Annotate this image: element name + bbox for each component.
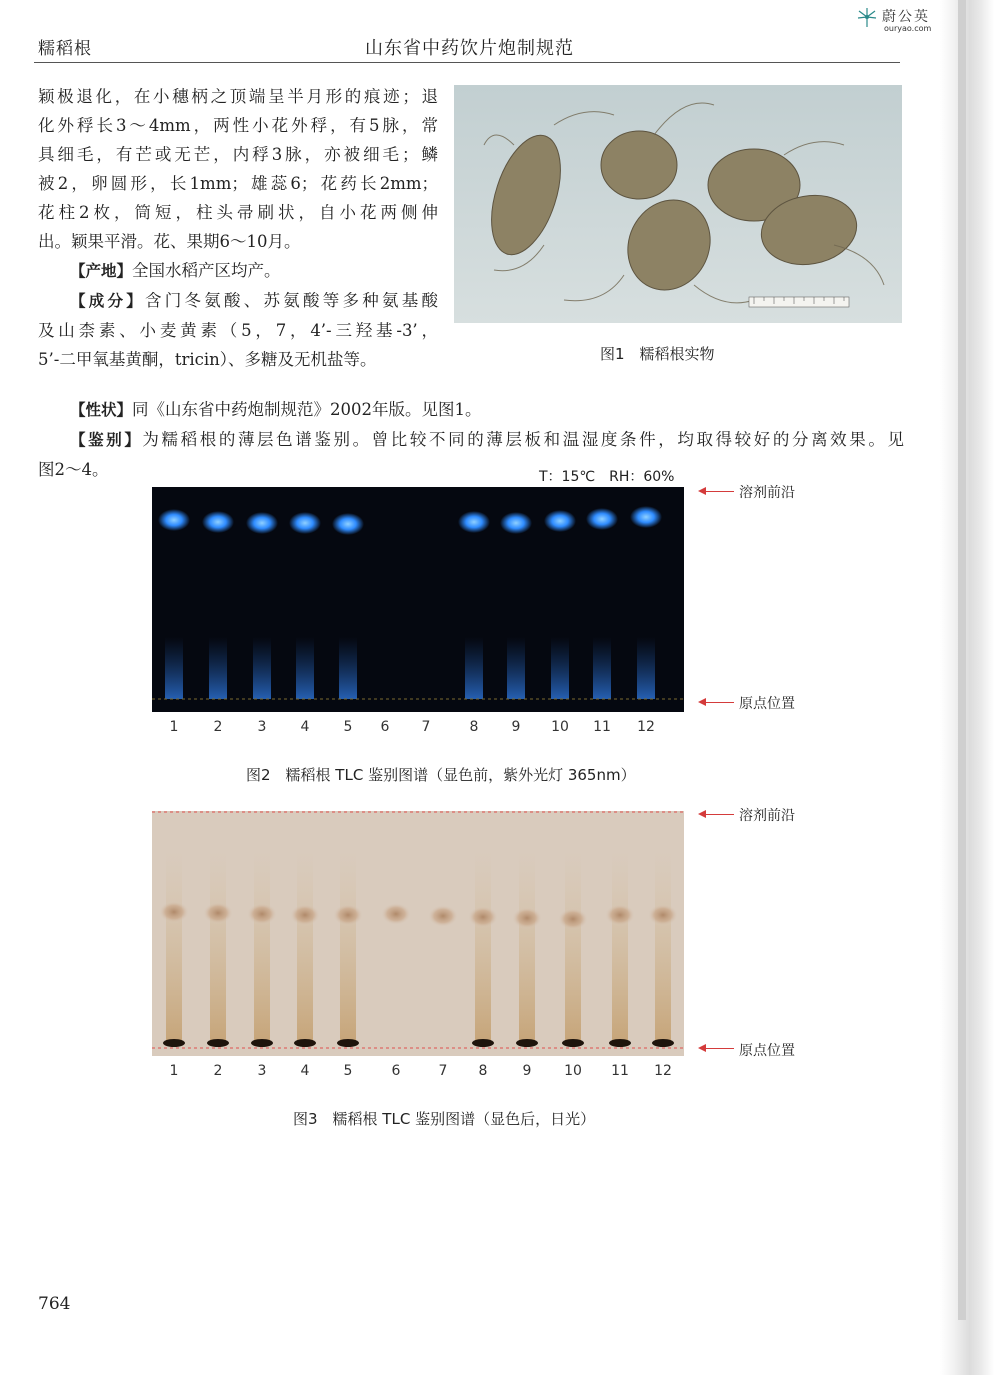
tlc-streak	[612, 851, 628, 1044]
figure3-caption: 图3 糯稻根 TLC 鉴别图谱（显色后，日光）	[293, 1110, 596, 1128]
tlc-streak	[475, 851, 491, 1044]
tlc-spot	[468, 906, 498, 928]
text-line: 图2～4。	[38, 460, 109, 479]
description-column	[38, 82, 438, 374]
lane-number: 3	[257, 1063, 267, 1079]
tlc-spot	[458, 511, 490, 533]
tlc-spot	[202, 511, 234, 533]
lane-number: 2	[213, 1063, 223, 1079]
tlc-uv-spots	[152, 487, 684, 712]
tlc-origin-spot	[207, 1039, 229, 1047]
solvent-front-arrow	[704, 491, 734, 492]
origin-label: 原点位置	[739, 696, 795, 712]
lane-number: 11	[611, 1063, 629, 1079]
lane-number: 12	[637, 719, 655, 735]
lane-number: 9	[522, 1063, 532, 1079]
tlc-spot	[428, 905, 458, 927]
lane-number: 1	[169, 1063, 179, 1079]
tlc-spot	[290, 904, 320, 926]
tlc-origin-spot	[163, 1039, 185, 1047]
text-line: 5’-二甲氧基黄酮，tricin）、多糖及无机盐等。	[38, 350, 377, 369]
tlc-streak	[340, 851, 356, 1044]
scale-ruler	[749, 297, 849, 307]
solvent-front-label: 溶剂前沿	[739, 808, 795, 824]
tlc-plate-uv	[152, 487, 684, 712]
lane-number: 3	[257, 719, 267, 735]
lane-number: 10	[551, 719, 569, 735]
tlc-streak	[210, 851, 226, 1044]
running-header-center: 山东省中药饮片炮制规范	[365, 38, 574, 59]
tlc-spot	[333, 904, 363, 926]
text-line: 及山柰素、小麦黄素（5，7，4’-三羟基-3’，	[38, 321, 438, 340]
tlc-conditions: T：15℃ RH：60%	[539, 469, 675, 485]
origin-label: 原点位置	[739, 1043, 795, 1059]
tlc-spot	[512, 907, 542, 929]
tlc-spot	[203, 902, 233, 924]
origin-section	[38, 256, 438, 286]
tlc-origin-streak	[551, 637, 569, 699]
figure1-caption: 图1 糯稻根实物	[600, 345, 715, 363]
tlc-streak	[297, 851, 313, 1044]
tlc-spot	[544, 510, 576, 532]
logo-url: ouryao.com	[884, 24, 932, 33]
full-width-text	[38, 395, 904, 484]
tlc-plate-daylight	[152, 811, 684, 1056]
origin-arrow	[704, 702, 734, 703]
character-section	[38, 395, 904, 425]
lane-number: 6	[391, 1063, 401, 1079]
composition-text: 含门冬氨酸、苏氨酸等多种氨基酸	[145, 291, 438, 310]
lane-number: 7	[438, 1063, 448, 1079]
site-logo	[856, 6, 942, 36]
composition-section	[38, 286, 438, 316]
lane-number: 5	[343, 1063, 353, 1079]
tlc-origin-spot	[652, 1039, 674, 1047]
text-line: 化外稃长3～4mm，两性小花外稃，有5脉，常	[38, 116, 438, 135]
tlc-spot	[648, 904, 678, 926]
tlc-spot	[500, 512, 532, 534]
identification-section	[38, 425, 904, 455]
text-line: 花柱2枚，筒短，柱头帚刷状，自小花两侧伸	[38, 203, 438, 222]
tlc-streak	[655, 851, 671, 1044]
tlc-origin-streak	[507, 637, 525, 699]
header-rule	[34, 62, 900, 63]
tlc-daylight-spots	[152, 811, 684, 1056]
lane-number: 5	[343, 719, 353, 735]
dandelion-icon	[856, 6, 878, 28]
tlc-spot	[558, 908, 588, 930]
tlc-origin-streak	[637, 637, 655, 699]
logo-text: 蔚公英	[882, 9, 930, 25]
tlc-streak	[565, 851, 581, 1044]
lane-number: 4	[300, 719, 310, 735]
tlc-origin-spot	[516, 1039, 538, 1047]
tlc-origin-streak	[339, 637, 357, 699]
lane-number: 1	[169, 719, 179, 735]
tlc-origin-spot	[337, 1039, 359, 1047]
tlc-spot	[159, 901, 189, 923]
page-edge-shadow	[940, 0, 994, 1375]
lane-number: 6	[380, 719, 390, 735]
tlc-streak	[519, 851, 535, 1044]
tlc-spot	[158, 509, 190, 531]
text-line: 颖极退化，在小穗柄之顶端呈半月形的痕迹；退	[38, 87, 438, 106]
tlc-spot	[586, 508, 618, 530]
text-line: 具细毛，有芒或无芒，内稃3脉，亦被细毛；鳞	[38, 145, 438, 164]
solvent-front-label: 溶剂前沿	[739, 485, 795, 501]
tlc-spot	[246, 512, 278, 534]
lane-number: 11	[593, 719, 611, 735]
identification-text: 为糯稻根的薄层色谱鉴别。曾比较不同的薄层板和温湿度条件，均取得较好的分离效果。见	[142, 430, 904, 449]
tlc-origin-streak	[209, 637, 227, 699]
lane-number: 9	[511, 719, 521, 735]
running-header-left: 糯稻根	[38, 39, 92, 59]
section-tag: 【成分】	[70, 292, 145, 310]
character-text: 同《山东省中药炮制规范》2002年版。见图1。	[132, 400, 482, 419]
page-edge-shadow-inner	[958, 0, 966, 1320]
tlc-origin-spot	[609, 1039, 631, 1047]
lane-number: 12	[654, 1063, 672, 1079]
tlc-origin-spot	[472, 1039, 494, 1047]
section-tag: 【鉴别】	[70, 431, 143, 449]
origin-arrow	[704, 1048, 734, 1049]
tlc-origin-streak	[165, 637, 183, 699]
lane-number: 8	[478, 1063, 488, 1079]
tlc-origin-streak	[253, 637, 271, 699]
lane-number: 4	[300, 1063, 310, 1079]
tlc-streak	[166, 851, 182, 1044]
figure2-caption: 图2 糯稻根 TLC 鉴别图谱（显色前，紫外光灯 365nm）	[246, 766, 636, 784]
text-line: 出。颖果平滑。花、果期6～10月。	[38, 232, 301, 251]
tlc-origin-streak	[465, 637, 483, 699]
section-tag: 【产地】	[70, 262, 133, 280]
lane-number: 2	[213, 719, 223, 735]
root-bundles-image	[454, 85, 902, 323]
solvent-front-arrow	[704, 814, 734, 815]
text-line: 被2，卵圆形，长1mm；雄蕊6；花药长2mm；	[38, 174, 438, 193]
tlc-spot	[332, 513, 364, 535]
lane-number: 7	[421, 719, 431, 735]
tlc-spot	[247, 903, 277, 925]
figure1-photo	[454, 85, 902, 323]
tlc-origin-spot	[294, 1039, 316, 1047]
tlc-spot	[605, 904, 635, 926]
tlc-spot	[381, 903, 411, 925]
tlc-spot	[630, 506, 662, 528]
tlc-origin-spot	[562, 1039, 584, 1047]
tlc-origin-streak	[593, 637, 611, 699]
tlc-origin-spot	[251, 1039, 273, 1047]
tlc-spot	[289, 512, 321, 534]
section-tag: 【性状】	[70, 401, 133, 419]
origin-text: 全国水稻产区均产。	[132, 261, 281, 280]
tlc-streak	[254, 851, 270, 1044]
lane-number: 8	[469, 719, 479, 735]
tlc-origin-streak	[296, 637, 314, 699]
page-number: 764	[38, 1294, 71, 1314]
lane-number: 10	[564, 1063, 582, 1079]
